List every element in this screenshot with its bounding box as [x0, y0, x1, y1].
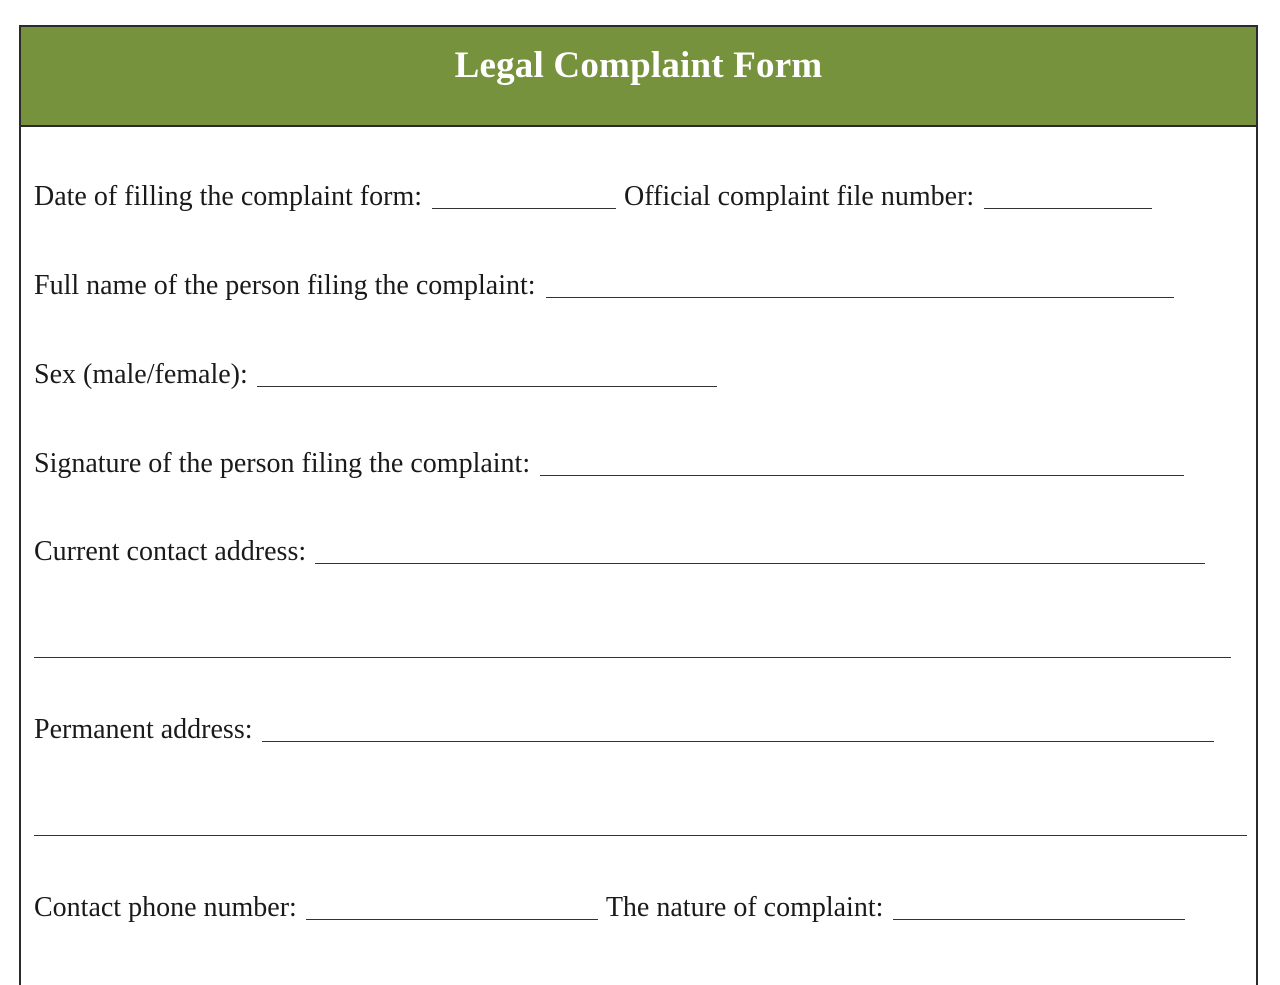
phone-field[interactable] [306, 918, 598, 920]
permanent-address-row [34, 714, 1214, 746]
current-address-row [34, 536, 1205, 568]
signature-field[interactable] [540, 474, 1184, 476]
complaint-form [19, 25, 1258, 985]
permanent-address-field-continued[interactable] [34, 835, 1247, 836]
signature-row [34, 448, 1184, 480]
full-name-row [34, 270, 1174, 302]
nature-label: The nature of complaint: [605, 892, 884, 923]
current-address-field-continued[interactable] [34, 657, 1231, 658]
file-number-label: Official complaint file number: [624, 181, 975, 212]
current-address-label: Current contact address: [34, 536, 307, 567]
form-header [21, 27, 1256, 127]
date-label: Date of filling the complaint form: [34, 181, 423, 212]
date-and-file-number-row [34, 181, 1152, 213]
sex-label: Sex (male/female): [34, 359, 248, 390]
current-address-field[interactable] [315, 562, 1205, 564]
sex-row [34, 359, 717, 391]
phone-and-nature-row [34, 892, 1185, 924]
file-number-field[interactable] [984, 207, 1152, 209]
full-name-field[interactable] [546, 296, 1174, 298]
nature-field[interactable] [893, 918, 1185, 920]
permanent-address-label: Permanent address: [34, 714, 253, 745]
full-name-label: Full name of the person filing the complaint: [34, 270, 536, 301]
form-title: Legal Complaint Form [454, 44, 823, 86]
sex-field[interactable] [257, 385, 717, 387]
date-field[interactable] [432, 207, 616, 209]
signature-label: Signature of the person filing the complaint: [34, 448, 531, 479]
phone-label: Contact phone number: [34, 892, 297, 923]
permanent-address-field[interactable] [262, 740, 1214, 742]
